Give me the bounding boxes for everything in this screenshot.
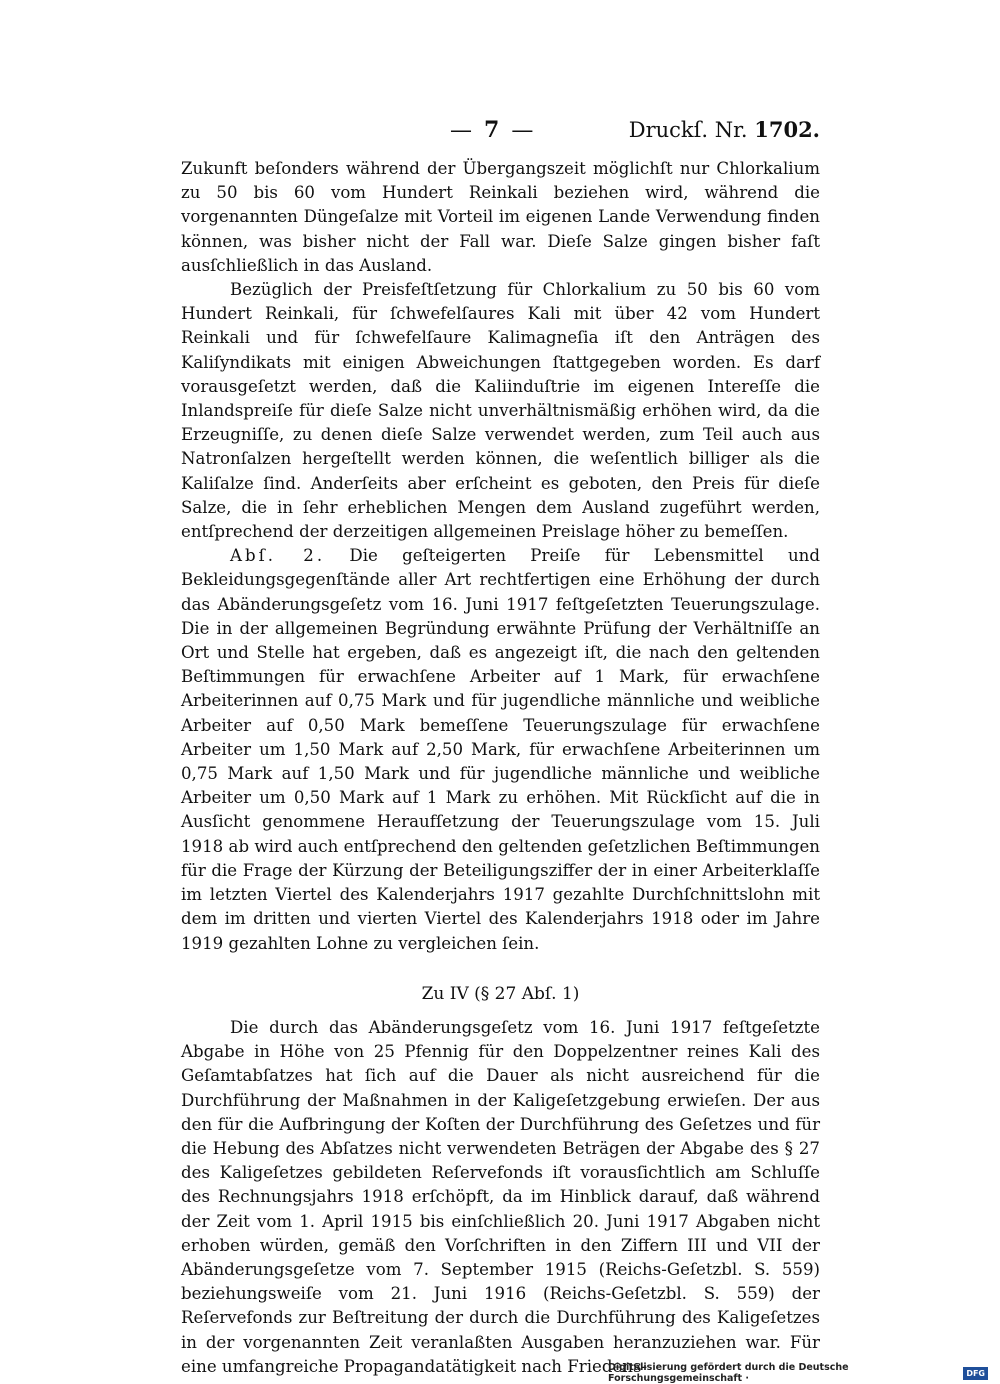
page-number: 7 [484, 117, 502, 143]
abs-2-label: Abſ. 2. [230, 546, 326, 566]
dash-left: — [450, 118, 474, 143]
drucksache-label: Druckſ. Nr. [628, 118, 748, 142]
drucksache-reference [629, 117, 820, 142]
paragraph-levy: Die durch das Abänderungsgeſetz vom 16. Juni 1917 feſtgeſetzte Abgabe in Höhe von 25 Pfennig für den Doppelzentner reines Kali des Geſamtabſatzes hat ſich auf die Dauer als nicht ausreichend für die Durchführung der Maßnahmen in der Kaligeſetzgebung erwieſen. Der aus den für die Aufbringung der Koſten der Durchführung des Geſetzes und für die Hebung des Abſatzes nicht verwendeten Beträgen der Abgabe des § 27 des Kaligeſetzes gebildeten Reſervefonds iſt vorausſichtlich am Schluſſe des Rechnungsjahrs 1918 erſchöpft, da im Hinblick darauf, daß während der Zeit vom 1. April 1915 bis einſchließlich 20. Juni 1917 Abgaben nicht erhoben würden, gemäß den Vorſchriften in den Ziffern III und VII der Abänderungsgeſetze vom 7. September 1915 (Reichs-Geſetzbl. S. 559) beziehungsweiſe vom 21. Juni 1916 (Reichs-Geſetzbl. S. 559) der Reſervefonds zur Beſtreitung der durch die Durchführung des Kaligeſetzes in der vorgenannten Zeit veranlaßten Ausgaben heranzuziehen war. Für eine umfangreiche Propagandatätigkeit nach Friedens- [181, 1017, 820, 1376]
drucksache-number: 1702. [754, 117, 820, 142]
page-header [180, 117, 820, 145]
dash-right: — [511, 118, 536, 143]
digitization-footer [608, 1362, 988, 1384]
paragraph-continuation: Zukunft beſonders während der Übergangszeit möglichſt nur Chlorkalium zu 50 bis 60 vom Hundert Reinkali beziehen wird, während die vorgenannten Düngeſalze mit Vorteil im eigenen Lande Verwendung finden können, was bisher nicht der Fall war. Dieſe Salze gingen bisher faſt ausſchließlich in das Ausland. [181, 159, 820, 275]
footer-text: Digitalisierung gefördert durch die Deutsche Forschungsgemeinschaft · [608, 1362, 849, 1384]
section-heading: Zu IV (§ 27 Abſ. 1) [421, 983, 580, 1004]
body-text [181, 157, 820, 1379]
dfg-logo: DFG [963, 1367, 988, 1380]
paragraph-abs-2 [181, 544, 820, 955]
page-number-line [450, 117, 535, 143]
abs-2-text: Die geſteigerten Preiſe für Lebensmittel und Bekleidungsgegenſtände aller Art rechtfertigen eine Erhöhung der durch das Abänderungsgeſetz vom 16. Juni 1917 feſtgeſetzten Teuerungszulage. Die in der allgemeinen Begründung erwähnte Prüfung der Verhältniſſe an Ort und Stelle hat ergeben, daß es angezeigt iſt, die nach den geltenden Beſtimmungen für erwachſene Arbeiter auf 1 Mark, für erwachſene Arbeiterinnen auf 0,75 Mark und für jugendliche männliche und weibliche Arbeiter auf 0,50 Mark bemeſſene Teuerungszulage für erwachſene Arbeiter um 1,50 Mark auf 2,50 Mark, für erwachſene Arbeiterinnen um 0,75 Mark auf 1,50 Mark und für jugendliche männliche und weibliche Arbeiter um 0,50 Mark auf 1 Mark zu erhöhen. Mit Rückſicht auf die in Ausſicht genommene Heraufſetzung der Teuerungszulage vom 15. Juli 1918 ab wird auch entſprechend den geltenden geſetzlichen Beſtimmungen für die Frage der Kürzung der Beteiligungsziffer der in einer Arbeiterklaſſe im letzten Viertel des Kalenderjahrs 1917 gezahlte Durchſchnittslohn mit dem im dritten und vierten Viertel des Kalenderjahrs 1918 oder im Jahre 1919 gezahlten Lohne zu vergleichen ſein. [181, 546, 820, 953]
paragraph-price-setting: Bezüglich der Preisfeſtſetzung für Chlorkalium zu 50 bis 60 vom Hundert Reinkali, für ſchwefelſaures Kali mit über 42 vom Hundert Reinkali und für ſchwefelſaure Kalimagneſia iſt den Anträgen des Kaliſyndikats mit einigen Abweichungen ſtattgegeben worden. Es darf vorausgeſetzt werden, daß die Kaliinduſtrie im eigenen Intereſſe die Inlandspreiſe für dieſe Salze nicht unverhältnismäßig erhöhen wird, da die Erzeugniſſe, zu denen dieſe Salze verwendet werden, zum Teil auch aus Natronſalzen hergeſtellt werden können, die weſentlich billiger als die Kaliſalze ſind. Anderſeits aber erſcheint es geboten, den Preis für dieſe Salze, die in ſehr erheblichen Mengen dem Ausland zugeführt werden, entſprechend der derzeitigen allgemeinen Preislage höher zu bemeſſen. [181, 280, 820, 542]
